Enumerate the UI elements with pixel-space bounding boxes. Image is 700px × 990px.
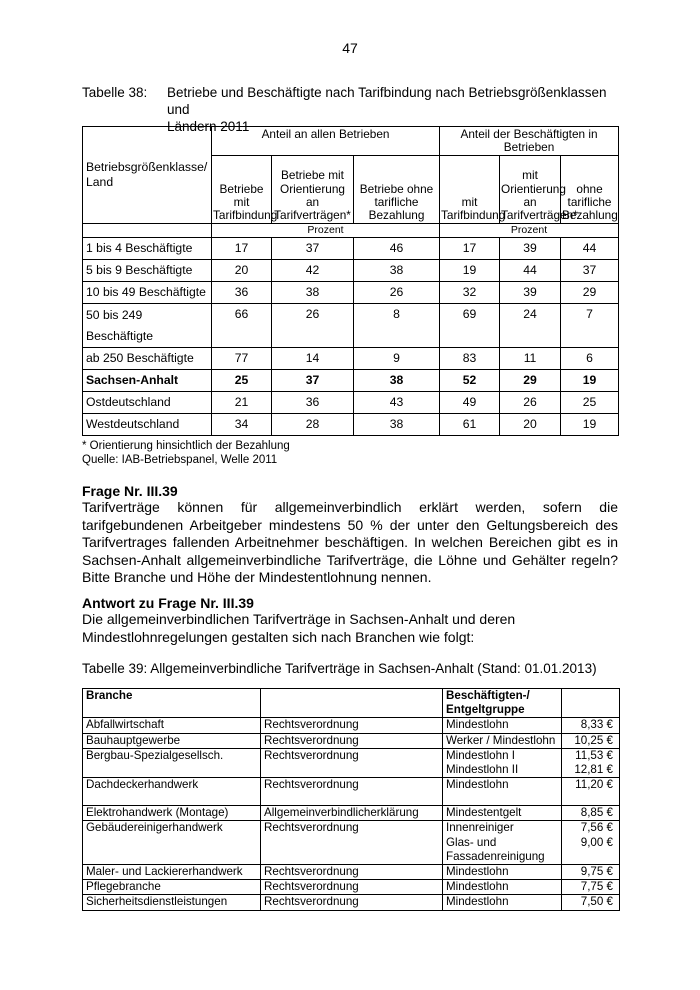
table-row bbox=[83, 880, 620, 895]
table38-cell: 28 bbox=[272, 413, 354, 435]
table39-gruppe: Mindestlohn bbox=[443, 865, 562, 880]
table39-art: Rechtsverordnung bbox=[261, 778, 443, 806]
table38-cell: 11 bbox=[500, 347, 561, 369]
table38-cell: 77 bbox=[212, 347, 272, 369]
table38-cell: 6 bbox=[561, 347, 619, 369]
table38-cell: 24 bbox=[500, 303, 561, 347]
table39-branche: Dachdeckerhandwerk bbox=[83, 778, 261, 806]
table39-gruppe-line: Glas- und Fassadenreinigung bbox=[446, 835, 545, 863]
table38-cell: 8 bbox=[354, 303, 440, 347]
table39-gruppe: Mindestlohn bbox=[443, 895, 562, 910]
table38-row-label: 1 bis 4 Beschäftigte bbox=[83, 237, 212, 259]
table39-betrag-line: 9,00 € bbox=[580, 835, 613, 849]
table38-cell: 39 bbox=[500, 281, 561, 303]
table38-cell: 46 bbox=[354, 237, 440, 259]
table39-branche: Bergbau-Spezialgesellsch. bbox=[83, 748, 261, 777]
table39-art: Rechtsverordnung bbox=[261, 865, 443, 880]
table38-cell: 21 bbox=[212, 391, 272, 413]
table39-art: Rechtsverordnung bbox=[261, 895, 443, 910]
table38-row-label: Ostdeutschland bbox=[83, 391, 212, 413]
table39-betrag: 8,85 € bbox=[562, 806, 620, 821]
table39-betrag: 9,75 € bbox=[562, 865, 620, 880]
table38-note: * Orientierung hinsichtlich der Bezahlung bbox=[82, 440, 290, 452]
table38-col-header: Betriebe ohne tarifliche Bezahlung bbox=[354, 155, 440, 223]
table39-header-branche: Branche bbox=[83, 689, 261, 718]
table39-betrag bbox=[562, 748, 620, 777]
table39 bbox=[82, 688, 620, 911]
table38-cell: 83 bbox=[440, 347, 500, 369]
table39-art: Rechtsverordnung bbox=[261, 718, 443, 733]
table38-cell: 66 bbox=[212, 303, 272, 347]
table39-gruppe-line: Mindestlohn II bbox=[446, 763, 519, 777]
table39-caption: Tabelle 39: Allgemeinverbindliche Tarifverträge in Sachsen-Anhalt (Stand: 01.01.2013) bbox=[82, 661, 597, 676]
page-number: 47 bbox=[342, 40, 358, 56]
table38-cell: 17 bbox=[440, 237, 500, 259]
table39-gruppe-line: Innenreiniger bbox=[446, 821, 514, 835]
answer-section bbox=[82, 595, 618, 646]
table38-cell: 29 bbox=[561, 281, 619, 303]
table38-cell: 49 bbox=[440, 391, 500, 413]
table39-betrag bbox=[562, 821, 620, 865]
table38-source: Quelle: IAB-Betriebspanel, Welle 2011 bbox=[82, 454, 278, 466]
table39-art: Allgemeinverbindlicherklärung bbox=[261, 806, 443, 821]
table-row bbox=[83, 821, 620, 865]
table38-row-label: 50 bis 249 Beschäftigte bbox=[83, 303, 212, 347]
table38-col-header: Betriebe mit Tarifbindung bbox=[212, 155, 272, 223]
table38-cell: 43 bbox=[354, 391, 440, 413]
table39-header-blank bbox=[562, 689, 620, 718]
table38-row-header: Betriebsgrößenklasse/ Land bbox=[83, 127, 212, 224]
table39-gruppe-line: Mindestlohn I bbox=[446, 748, 515, 762]
table38-cell: 25 bbox=[212, 369, 272, 391]
table38 bbox=[82, 126, 619, 436]
table38-cell: 34 bbox=[212, 413, 272, 435]
table38-cell: 14 bbox=[272, 347, 354, 369]
table39-betrag: 7,50 € bbox=[562, 895, 620, 910]
table39-branche: Maler- und Lackiererhandwerk bbox=[83, 865, 261, 880]
table-row bbox=[83, 895, 620, 910]
table39-gruppe: Mindestlohn bbox=[443, 718, 562, 733]
table39-header-gruppe: Beschäftigten-/ Entgeltgruppe bbox=[443, 689, 562, 718]
table39-art: Rechtsverordnung bbox=[261, 880, 443, 895]
question-title: Frage Nr. III.39 bbox=[82, 483, 178, 499]
table38-cell: 20 bbox=[500, 413, 561, 435]
table38-col-header: mit Orientierung an Tarifverträgen* bbox=[500, 155, 561, 223]
table38-cell: 44 bbox=[561, 237, 619, 259]
table38-cell: 7 bbox=[561, 303, 619, 347]
table39-branche: Pflegebranche bbox=[83, 880, 261, 895]
table39-betrag: 8,33 € bbox=[562, 718, 620, 733]
table38-cell: 9 bbox=[354, 347, 440, 369]
table38-cell: 32 bbox=[440, 281, 500, 303]
table38-unit: Prozent bbox=[440, 223, 619, 237]
table38-cell: 29 bbox=[500, 369, 561, 391]
answer-text: Die allgemeinverbindlichen Tarifverträge in Sachsen-Anhalt und deren Mindestlohnregelungen gestalten sich nach Branchen wie folgt: bbox=[82, 611, 516, 645]
table39-branche: Gebäudereinigerhandwerk bbox=[83, 821, 261, 865]
table38-unit-blank bbox=[83, 223, 212, 237]
table39-betrag-line: 11,53 € bbox=[575, 748, 613, 762]
table39-branche: Sicherheitsdienstleistungen bbox=[83, 895, 261, 910]
table-row bbox=[83, 865, 620, 880]
table38-cell: 36 bbox=[272, 391, 354, 413]
table38-group2: Anteil der Beschäftigten in Betrieben bbox=[440, 127, 619, 156]
table38-col-header: ohne tarifliche Bezahlung bbox=[561, 155, 619, 223]
table38-row-label: Westdeutschland bbox=[83, 413, 212, 435]
table39-gruppe bbox=[443, 821, 562, 865]
table38-cell: 37 bbox=[561, 259, 619, 281]
table38-cell: 37 bbox=[272, 369, 354, 391]
table38-cell: 52 bbox=[440, 369, 500, 391]
table38-cell: 26 bbox=[272, 303, 354, 347]
table38-cell: 38 bbox=[354, 259, 440, 281]
table39-betrag-line: 7,56 € bbox=[580, 821, 613, 835]
table38-cell: 42 bbox=[272, 259, 354, 281]
table38-cell: 17 bbox=[212, 237, 272, 259]
table39-gruppe bbox=[443, 748, 562, 777]
table39-art: Rechtsverordnung bbox=[261, 748, 443, 777]
table-row bbox=[83, 718, 620, 733]
table38-cell: 20 bbox=[212, 259, 272, 281]
table38-caption-line2: Ländern 2011 bbox=[167, 119, 250, 134]
table38-cell: 38 bbox=[354, 413, 440, 435]
table39-betrag: 11,20 € bbox=[562, 778, 620, 806]
table39-betrag: 7,75 € bbox=[562, 880, 620, 895]
table39-betrag: 10,25 € bbox=[562, 733, 620, 748]
table39-gruppe: Mindestlohn bbox=[443, 778, 562, 806]
question-text: Tarifverträge können für allgemeinverbindlich erklärt werden, sofern die tarifgebundenen Arbeitgeber mindestens 50 % der unter den Geltungsbereich des Tarifvertrages fallenden Arbeitnehmer beschäftigen. In welchen Bereichen gibt es in Sachsen-Anhalt allgemeinverbindliche Tarifverträge, die Löhne und Gehälter regeln? Bitte Branche und Höhe der Mindestentlohnung nennen. bbox=[82, 499, 618, 586]
table38-cell: 61 bbox=[440, 413, 500, 435]
table38-cell: 19 bbox=[440, 259, 500, 281]
table39-art: Rechtsverordnung bbox=[261, 733, 443, 748]
answer-title: Antwort zu Frage Nr. III.39 bbox=[82, 595, 254, 611]
table38-cell: 44 bbox=[500, 259, 561, 281]
table38-col-header: Betriebe mit Orientierung an Tarifverträgen* bbox=[272, 155, 354, 223]
question-section bbox=[82, 483, 618, 587]
table39-art: Rechtsverordnung bbox=[261, 821, 443, 865]
table38-col-header: mit Tarifbindung bbox=[440, 155, 500, 223]
table38-cell: 39 bbox=[500, 237, 561, 259]
table38-row-label: Sachsen-Anhalt bbox=[83, 369, 212, 391]
table38-cell: 69 bbox=[440, 303, 500, 347]
table38-cell: 26 bbox=[500, 391, 561, 413]
table38-row-label: 5 bis 9 Beschäftigte bbox=[83, 259, 212, 281]
table38-cell: 26 bbox=[354, 281, 440, 303]
table39-gruppe: Werker / Mindestlohn bbox=[443, 733, 562, 748]
table38-cell: 25 bbox=[561, 391, 619, 413]
table-row bbox=[83, 778, 620, 806]
table38-cell: 38 bbox=[354, 369, 440, 391]
table38-cell: 36 bbox=[212, 281, 272, 303]
table38-caption-line1: Betriebe und Beschäftigte nach Tarifbindung nach Betriebsgrößenklassen und bbox=[167, 85, 607, 117]
table38-cell: 19 bbox=[561, 413, 619, 435]
table39-branche: Abfallwirtschaft bbox=[83, 718, 261, 733]
table38-cell: 38 bbox=[272, 281, 354, 303]
table39-branche: Bauhauptgewerbe bbox=[83, 733, 261, 748]
table38-cell: 37 bbox=[272, 237, 354, 259]
table-row bbox=[83, 806, 620, 821]
table38-row-label: ab 250 Beschäftigte bbox=[83, 347, 212, 369]
table38-cell: 19 bbox=[561, 369, 619, 391]
table38-unit: Prozent bbox=[212, 223, 440, 237]
table38-group1: Anteil an allen Betrieben bbox=[212, 127, 440, 156]
table39-branche: Elektrohandwerk (Montage) bbox=[83, 806, 261, 821]
table-row bbox=[83, 733, 620, 748]
table38-row-label: 10 bis 49 Beschäftigte bbox=[83, 281, 212, 303]
table39-gruppe: Mindestlohn bbox=[443, 880, 562, 895]
table39-header-blank bbox=[261, 689, 443, 718]
table-row bbox=[83, 748, 620, 777]
table39-betrag-line: 12,81 € bbox=[574, 763, 613, 777]
table39-gruppe: Mindestentgelt bbox=[443, 806, 562, 821]
table38-caption-label: Tabelle 38: bbox=[82, 85, 148, 100]
